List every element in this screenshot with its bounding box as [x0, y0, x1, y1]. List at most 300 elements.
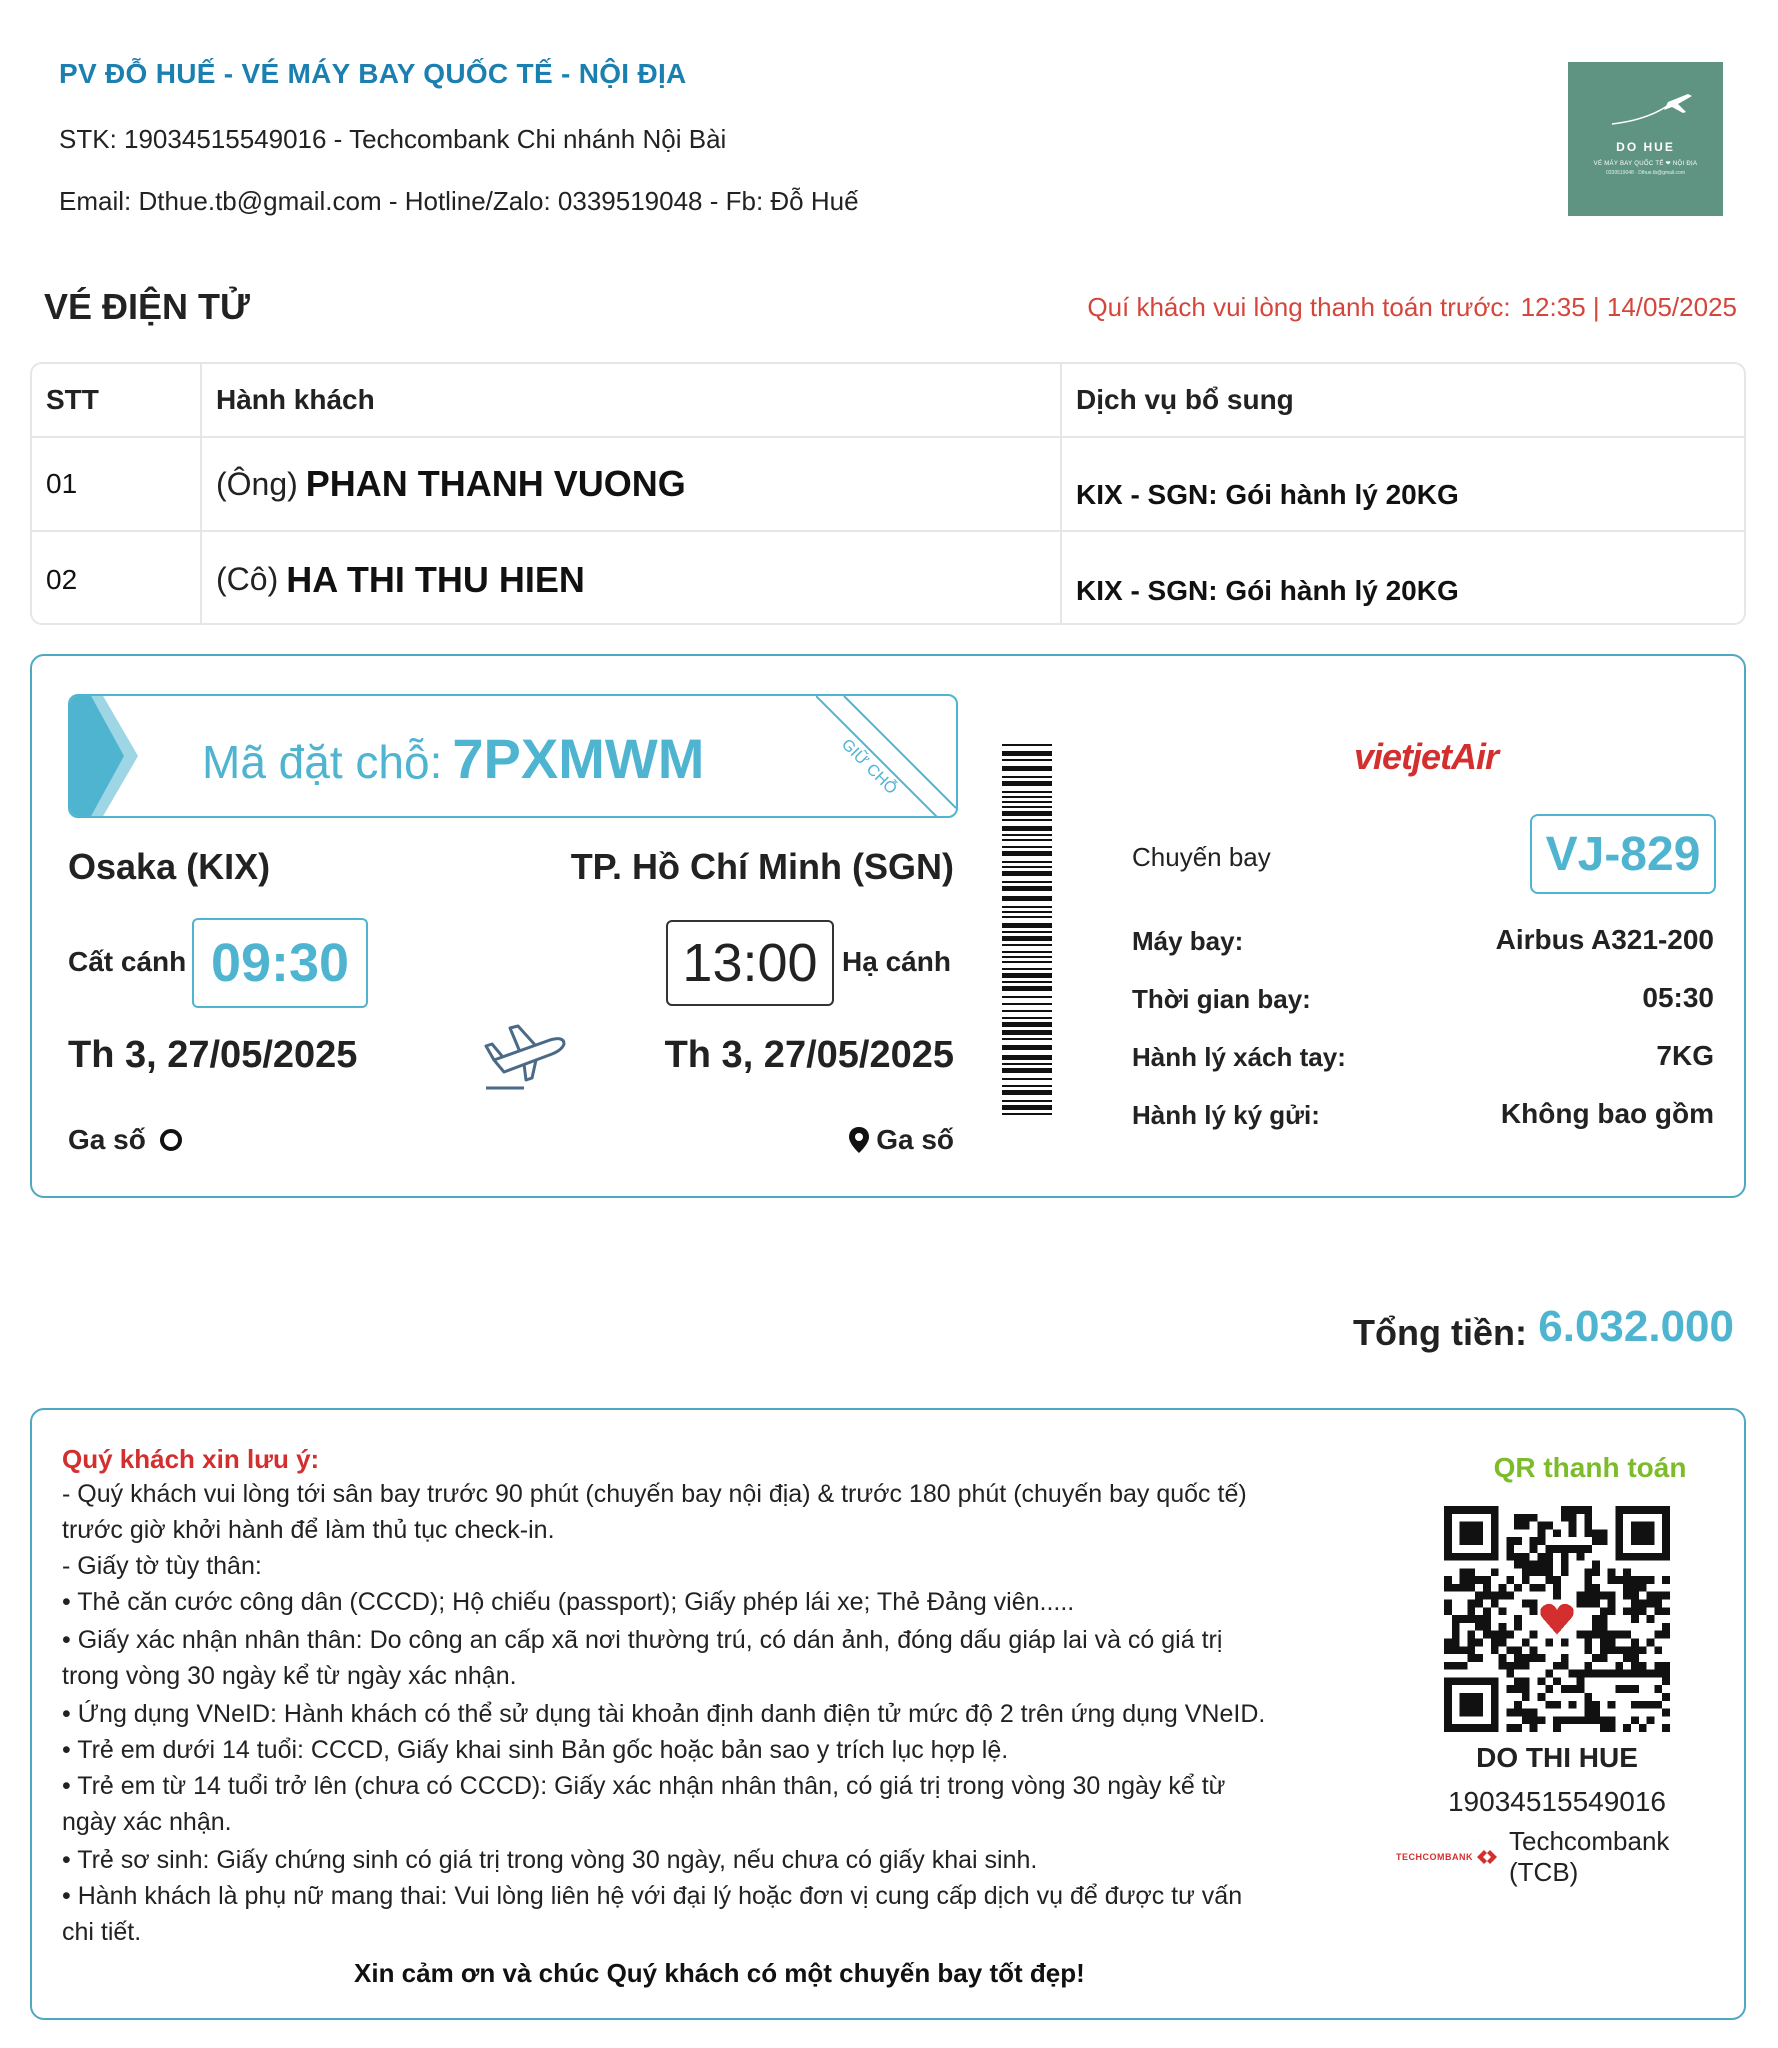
qr-module	[1483, 1506, 1491, 1514]
qr-module	[1460, 1701, 1468, 1709]
map-pin-icon	[848, 1126, 870, 1154]
qr-module	[1545, 1568, 1553, 1576]
qr-module	[1522, 1568, 1530, 1576]
flight-duration-value: 05:30	[1642, 982, 1714, 1013]
qr-module	[1600, 1716, 1608, 1724]
qr-module	[1592, 1537, 1600, 1545]
bank-logo-text: TECHCOMBANK	[1396, 1852, 1473, 1862]
qr-module	[1639, 1662, 1647, 1670]
heart-icon	[1540, 1604, 1573, 1635]
qr-module	[1475, 1600, 1483, 1608]
qr-module	[1654, 1607, 1662, 1615]
qr-module	[1538, 1716, 1546, 1724]
passenger-table	[30, 362, 1746, 625]
qr-module	[1530, 1709, 1538, 1717]
qr-module	[1615, 1576, 1623, 1584]
qr-module	[1639, 1506, 1647, 1514]
qr-module	[1623, 1584, 1631, 1592]
qr-module	[1654, 1631, 1662, 1639]
qr-module	[1452, 1638, 1460, 1646]
qr-module	[1584, 1584, 1592, 1592]
qr-module	[1444, 1600, 1452, 1608]
barcode-bar	[1002, 791, 1052, 793]
qr-module	[1561, 1662, 1569, 1670]
qr-module	[1530, 1646, 1538, 1654]
qr-module	[1615, 1662, 1623, 1670]
barcode-bar	[1002, 781, 1052, 786]
qr-module	[1576, 1685, 1584, 1693]
qr-module	[1522, 1716, 1530, 1724]
qr-module	[1491, 1701, 1499, 1709]
depart-gate-label: Ga số	[68, 1124, 146, 1155]
barcode-bar	[1002, 1003, 1052, 1005]
qr-module	[1499, 1631, 1507, 1639]
qr-module	[1460, 1646, 1468, 1654]
barcode-bar	[1002, 986, 1052, 991]
barcode-bar	[1002, 1100, 1052, 1102]
qr-module	[1561, 1514, 1569, 1522]
qr-module	[1514, 1561, 1522, 1569]
hold-ribbon-text: GIỮ CHỖ	[837, 736, 900, 798]
qr-module	[1608, 1646, 1616, 1654]
aircraft-value: Airbus A321-200	[1495, 924, 1714, 955]
qr-module	[1483, 1592, 1491, 1600]
qr-module	[1483, 1576, 1491, 1584]
qr-module	[1522, 1553, 1530, 1561]
destination-city: TP. Hồ Chí Minh (SGN)	[570, 846, 954, 887]
qr-module	[1444, 1522, 1452, 1530]
qr-module	[1569, 1701, 1577, 1709]
qr-module	[1654, 1701, 1662, 1709]
depart-time: 09:30	[192, 918, 368, 1008]
qr-module	[1600, 1615, 1608, 1623]
qr-module	[1545, 1576, 1553, 1584]
qr-module	[1506, 1545, 1514, 1553]
qr-module	[1654, 1685, 1662, 1693]
qr-module	[1530, 1561, 1538, 1569]
qr-module	[1615, 1506, 1623, 1514]
qr-module	[1530, 1607, 1538, 1615]
barcode-bar	[1002, 819, 1052, 821]
barcode-bar	[1002, 1010, 1052, 1012]
qr-module	[1522, 1662, 1530, 1670]
qr-module	[1631, 1654, 1639, 1662]
qr-module	[1491, 1677, 1499, 1685]
qr-module	[1600, 1607, 1608, 1615]
qr-module	[1623, 1685, 1631, 1693]
qr-module	[1639, 1522, 1647, 1530]
qr-module	[1553, 1724, 1561, 1732]
barcode-bar	[1002, 1085, 1052, 1087]
qr-module	[1460, 1709, 1468, 1717]
qr-module	[1662, 1506, 1670, 1514]
qr-module	[1584, 1529, 1592, 1537]
qr-module	[1545, 1545, 1553, 1553]
qr-module	[1647, 1529, 1655, 1537]
flight-number-label: Chuyến bay	[1132, 842, 1271, 872]
qr-module	[1460, 1662, 1468, 1670]
aircraft-label: Máy bay:	[1132, 926, 1244, 956]
qr-module	[1584, 1701, 1592, 1709]
qr-module	[1608, 1607, 1616, 1615]
qr-module	[1600, 1654, 1608, 1662]
qr-module	[1662, 1514, 1670, 1522]
qr-module	[1600, 1537, 1608, 1545]
qr-module	[1545, 1561, 1553, 1569]
qr-module	[1452, 1631, 1460, 1639]
qr-module	[1654, 1553, 1662, 1561]
qr-module	[1569, 1514, 1577, 1522]
qr-module	[1491, 1514, 1499, 1522]
qr-module	[1631, 1576, 1639, 1584]
qr-module	[1467, 1677, 1475, 1685]
qr-module	[1467, 1654, 1475, 1662]
arrive-gate-label: Ga số	[876, 1124, 954, 1155]
flight-card	[30, 654, 1746, 1198]
barcode-bar	[1002, 931, 1052, 933]
checked-baggage-label: Hành lý ký gửi:	[1132, 1100, 1320, 1130]
e-ticket-title: VÉ ĐIỆN TỬ	[44, 286, 250, 327]
qr-module	[1600, 1592, 1608, 1600]
qr-module	[1506, 1631, 1514, 1639]
qr-module	[1514, 1514, 1522, 1522]
barcode-bar	[1002, 1090, 1052, 1095]
qr-module	[1444, 1529, 1452, 1537]
qr-module	[1584, 1522, 1592, 1530]
qr-module	[1499, 1654, 1507, 1662]
bank-logo	[1396, 1850, 1497, 1864]
barcode-bar	[1002, 881, 1052, 883]
qr-module	[1553, 1592, 1561, 1600]
passenger-no: 01	[32, 438, 202, 530]
qr-module	[1654, 1600, 1662, 1608]
qr-module	[1623, 1654, 1631, 1662]
qr-module	[1514, 1522, 1522, 1530]
qr-module	[1545, 1638, 1553, 1646]
qr-module	[1647, 1592, 1655, 1600]
qr-module	[1615, 1522, 1623, 1530]
qr-module	[1647, 1600, 1655, 1608]
qr-module	[1576, 1545, 1584, 1553]
qr-module	[1561, 1685, 1569, 1693]
qr-module	[1467, 1701, 1475, 1709]
qr-module	[1647, 1670, 1655, 1678]
barcode-bar	[1002, 911, 1052, 913]
qr-module	[1592, 1716, 1600, 1724]
qr-module	[1615, 1670, 1623, 1678]
qr-module	[1647, 1615, 1655, 1623]
qr-module	[1600, 1638, 1608, 1646]
qr-module	[1569, 1670, 1577, 1678]
qr-module	[1491, 1716, 1499, 1724]
qr-module	[1623, 1553, 1631, 1561]
qr-module	[1491, 1545, 1499, 1553]
note-line: ngày xác nhận.	[62, 1808, 232, 1836]
barcode-bar	[1002, 806, 1052, 808]
qr-module	[1662, 1623, 1670, 1631]
qr-module	[1639, 1646, 1647, 1654]
qr-module	[1475, 1654, 1483, 1662]
barcode-bar	[1002, 1045, 1052, 1050]
table-row	[32, 532, 1744, 625]
qr-module	[1538, 1584, 1546, 1592]
qr-module	[1491, 1693, 1499, 1701]
barcode-bar	[1002, 866, 1052, 868]
qr-module	[1452, 1724, 1460, 1732]
qr-module	[1647, 1506, 1655, 1514]
qr-module	[1514, 1615, 1522, 1623]
qr-module	[1584, 1592, 1592, 1600]
qr-module	[1452, 1506, 1460, 1514]
qr-module	[1538, 1568, 1546, 1576]
qr-module	[1584, 1600, 1592, 1608]
column-header-service: Dịch vụ bổ sung	[1076, 384, 1294, 415]
qr-module	[1475, 1576, 1483, 1584]
qr-module	[1506, 1553, 1514, 1561]
qr-module	[1444, 1716, 1452, 1724]
qr-module	[1639, 1670, 1647, 1678]
qr-module	[1467, 1724, 1475, 1732]
qr-module	[1444, 1662, 1452, 1670]
qr-module	[1506, 1724, 1514, 1732]
barcode-bar	[1002, 906, 1052, 908]
qr-module	[1592, 1600, 1600, 1608]
qr-module	[1592, 1592, 1600, 1600]
passenger-cell	[202, 438, 1062, 530]
qr-module	[1623, 1568, 1631, 1576]
barcode-bar	[1002, 886, 1052, 891]
column-header-passenger: Hành khách	[202, 364, 1062, 436]
barcode-bar	[1002, 851, 1052, 856]
thank-you-message: Xin cảm ơn và chúc Quý khách có một chuyến bay tốt đẹp!	[354, 1958, 1085, 1988]
qr-module	[1623, 1607, 1631, 1615]
qr-module	[1545, 1553, 1553, 1561]
ribbon-stripe	[816, 696, 956, 818]
depart-date: Th 3, 27/05/2025	[68, 1034, 358, 1076]
qr-module	[1475, 1537, 1483, 1545]
qr-module	[1608, 1631, 1616, 1639]
qr-module	[1444, 1553, 1452, 1561]
qr-module	[1569, 1506, 1577, 1514]
qr-module	[1623, 1724, 1631, 1732]
qr-module	[1530, 1600, 1538, 1608]
qr-module	[1491, 1600, 1499, 1608]
payment-qr-code	[1444, 1506, 1670, 1732]
qr-module	[1467, 1568, 1475, 1576]
qr-module	[1530, 1568, 1538, 1576]
barcode-bar	[1002, 968, 1052, 970]
qr-module	[1475, 1638, 1483, 1646]
bank-account-line: STK: 19034515549016 - Techcombank Chi nhánh Nội Bài	[59, 124, 727, 154]
qr-module	[1530, 1545, 1538, 1553]
qr-module	[1522, 1514, 1530, 1522]
qr-module	[1444, 1576, 1452, 1584]
qr-module	[1483, 1631, 1491, 1639]
qr-module	[1647, 1537, 1655, 1545]
qr-module	[1545, 1670, 1553, 1678]
note-line: - Quý khách vui lòng tới sân bay trước 90 phút (chuyến bay nội địa) & trước 180 phút (chuyến bay quốc tế)	[62, 1480, 1247, 1508]
payment-deadline-label: Quí khách vui lòng thanh toán trước:	[1087, 292, 1511, 322]
qr-module	[1483, 1677, 1491, 1685]
barcode-bar	[1002, 766, 1052, 771]
qr-module	[1467, 1631, 1475, 1639]
qr-module	[1491, 1529, 1499, 1537]
arrive-label: Hạ cánh	[842, 946, 951, 977]
qr-module	[1592, 1623, 1600, 1631]
qr-module	[1475, 1623, 1483, 1631]
barcode-bar	[1002, 826, 1052, 831]
qr-module	[1522, 1576, 1530, 1584]
passenger-name: HA THI THU HIEN	[286, 558, 585, 600]
qr-module	[1545, 1701, 1553, 1709]
qr-module	[1491, 1646, 1499, 1654]
qr-module	[1530, 1654, 1538, 1662]
qr-module	[1647, 1522, 1655, 1530]
airplane-icon	[480, 1016, 570, 1096]
barcode-bar	[1002, 796, 1052, 798]
qr-module	[1592, 1654, 1600, 1662]
qr-module	[1475, 1709, 1483, 1717]
qr-module	[1569, 1522, 1577, 1530]
qr-module	[1608, 1670, 1616, 1678]
qr-module	[1561, 1561, 1569, 1569]
arrive-time: 13:00	[666, 920, 834, 1006]
qr-module	[1662, 1677, 1670, 1685]
qr-module	[1467, 1529, 1475, 1537]
barcode-bar	[1002, 973, 1052, 978]
qr-module	[1522, 1654, 1530, 1662]
qr-module	[1592, 1584, 1600, 1592]
qr-module	[1467, 1506, 1475, 1514]
booking-code-label: Mã đặt chỗ:	[202, 736, 443, 788]
qr-module	[1592, 1561, 1600, 1569]
qr-module	[1584, 1670, 1592, 1678]
note-line: chi tiết.	[62, 1918, 142, 1946]
qr-module	[1530, 1537, 1538, 1545]
barcode-bar	[1002, 744, 1052, 746]
qr-module	[1475, 1506, 1483, 1514]
qr-module	[1561, 1638, 1569, 1646]
qr-module	[1615, 1631, 1623, 1639]
barcode-bar	[1002, 811, 1052, 816]
qr-module	[1499, 1592, 1507, 1600]
qr-module	[1491, 1592, 1499, 1600]
qr-module	[1631, 1584, 1639, 1592]
depart-label: Cất cánh	[68, 946, 187, 977]
qr-module	[1522, 1638, 1530, 1646]
qr-module	[1444, 1693, 1452, 1701]
barcode-bar	[1002, 916, 1052, 918]
logo-name: DO HUE	[1616, 140, 1675, 154]
logo-subline: 0339519048 · Dthue.tb@gmail.com	[1605, 170, 1685, 176]
qr-module	[1561, 1553, 1569, 1561]
qr-module	[1584, 1662, 1592, 1670]
qr-module	[1514, 1701, 1522, 1709]
qr-module	[1639, 1724, 1647, 1732]
qr-module	[1530, 1631, 1538, 1639]
qr-module	[1584, 1545, 1592, 1553]
depart-gate	[68, 1124, 184, 1156]
barcode-bar	[1002, 981, 1052, 983]
qr-title: QR thanh toán	[1493, 1452, 1687, 1483]
qr-module	[1631, 1615, 1639, 1623]
barcode-bar	[1002, 951, 1052, 953]
qr-module	[1608, 1568, 1616, 1576]
qr-module	[1662, 1592, 1670, 1600]
qr-module	[1615, 1685, 1623, 1693]
barcode-bar	[1002, 751, 1052, 756]
qr-module	[1452, 1584, 1460, 1592]
qr-module	[1662, 1709, 1670, 1717]
qr-module	[1530, 1724, 1538, 1732]
qr-module	[1530, 1584, 1538, 1592]
arrive-date: Th 3, 27/05/2025	[664, 1034, 954, 1076]
qr-module	[1662, 1576, 1670, 1584]
qr-module	[1662, 1693, 1670, 1701]
qr-module	[1654, 1506, 1662, 1514]
qr-module	[1592, 1529, 1600, 1537]
qr-module	[1452, 1615, 1460, 1623]
qr-module	[1553, 1662, 1561, 1670]
qr-module	[1561, 1568, 1569, 1576]
qr-module	[1444, 1677, 1452, 1685]
qr-module	[1631, 1553, 1639, 1561]
qr-module	[1491, 1724, 1499, 1732]
qr-module	[1608, 1638, 1616, 1646]
qr-module	[1623, 1576, 1631, 1584]
qr-module	[1545, 1685, 1553, 1693]
qr-module	[1623, 1646, 1631, 1654]
qr-module	[1522, 1677, 1530, 1685]
qr-module	[1491, 1537, 1499, 1545]
qr-module	[1615, 1514, 1623, 1522]
qr-module	[1584, 1506, 1592, 1514]
qr-module	[1561, 1545, 1569, 1553]
qr-module	[1514, 1537, 1522, 1545]
qr-module	[1483, 1553, 1491, 1561]
qr-module	[1639, 1529, 1647, 1537]
qr-module	[1631, 1607, 1639, 1615]
qr-module	[1615, 1537, 1623, 1545]
qr-module	[1538, 1537, 1546, 1545]
qr-module	[1514, 1553, 1522, 1561]
qr-module	[1608, 1592, 1616, 1600]
qr-module	[1592, 1615, 1600, 1623]
arrive-gate	[848, 1124, 954, 1156]
passenger-title: (Cô)	[216, 561, 279, 597]
qr-module	[1491, 1685, 1499, 1693]
barcode-bar	[1002, 839, 1052, 841]
qr-module	[1631, 1662, 1639, 1670]
table-row	[32, 438, 1744, 532]
qr-module	[1662, 1607, 1670, 1615]
qr-module	[1460, 1506, 1468, 1514]
qr-module	[1460, 1576, 1468, 1584]
note-line: trước giờ khởi hành để làm thủ tục check-in.	[62, 1516, 555, 1544]
qr-module	[1592, 1670, 1600, 1678]
qr-module	[1654, 1662, 1662, 1670]
note-line: - Giấy tờ tùy thân:	[62, 1552, 262, 1580]
flight-number: VJ-829	[1530, 814, 1716, 894]
qr-module	[1530, 1716, 1538, 1724]
qr-module	[1576, 1716, 1584, 1724]
bank-info	[1396, 1826, 1744, 1888]
agency-title: PV ĐỖ HUẾ - VÉ MÁY BAY QUỐC TẾ - NỘI ĐỊA	[59, 58, 687, 89]
agency-logo	[1568, 62, 1723, 216]
account-number: 19034515549016	[1447, 1786, 1666, 1817]
qr-module	[1506, 1576, 1514, 1584]
qr-module	[1576, 1677, 1584, 1685]
